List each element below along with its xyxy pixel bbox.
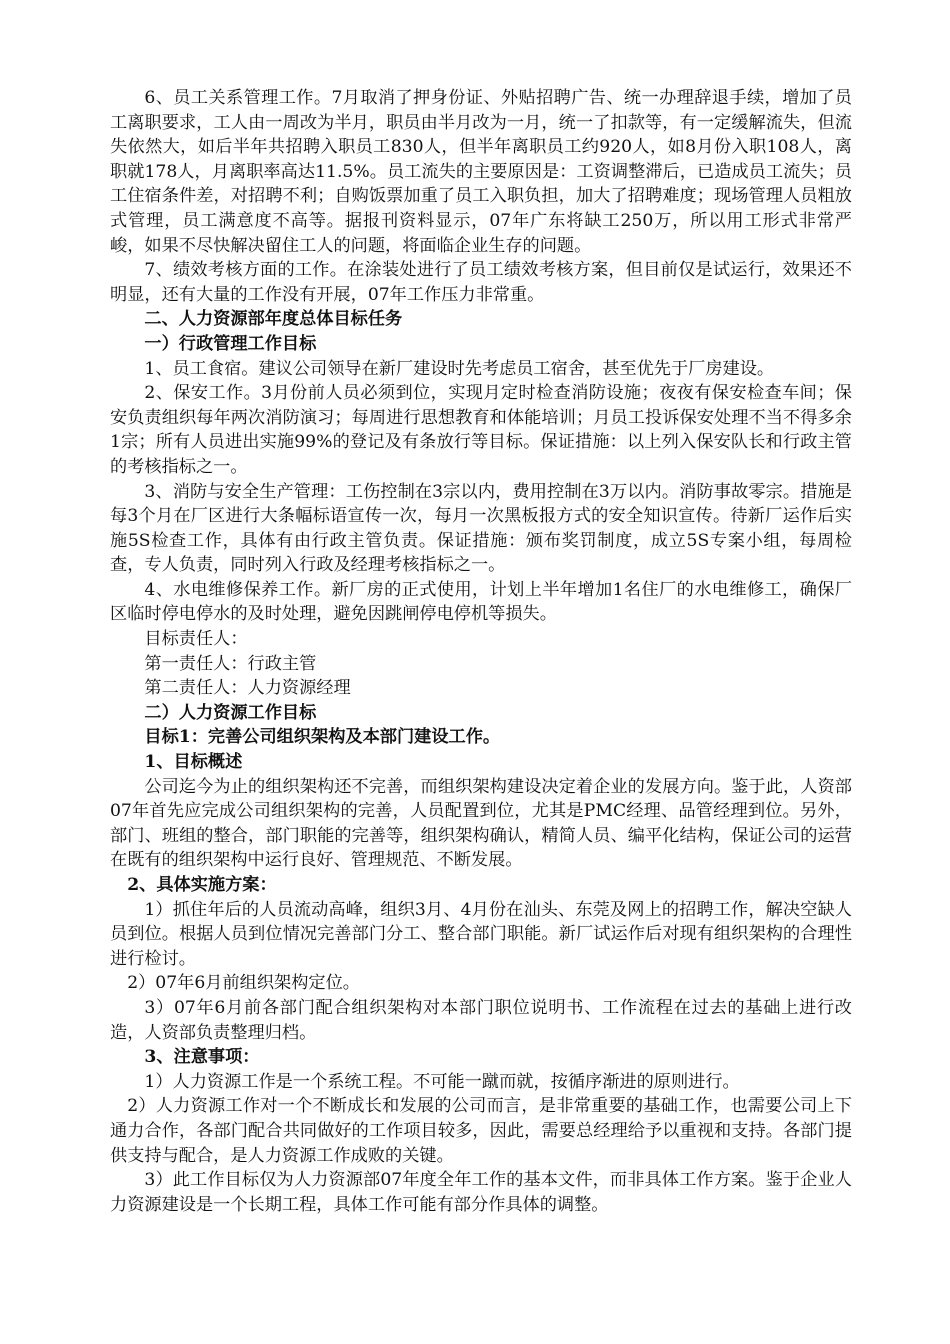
paragraph-staff-accommodation: 1、员工食宿。建议公司领导在新厂建设时先考虑员工宿舍，甚至优先于厂房建设。 xyxy=(144,358,775,379)
paragraph-security-work: 2、保安工作。3月份前人员必须到位，实现月定时检查消防设施；夜夜有保安检查车间；保安负责组织每年两次消防演习；每周进行思想教育和体能培训；月员工投诉保安处理不当不得多余1宗；所有人员进出实施99%的登记及有条放行等目标。保证措施：以上列入保安队长和行政主管的考核指标之一。 xyxy=(110,383,852,477)
second-responsible-person: 第二责任人：人力资源经理 xyxy=(144,678,351,699)
paragraph-plan-item-1: 1）抓住年后的人员流动高峰，组织3月、4月份在汕头、东莞及网上的招聘工作，解决空缺人员到位。根据人员到位情况完善部门分工、整合部门职能。新厂试运作后对现有组织架构的合理性进行检讨。 xyxy=(110,899,852,969)
paragraph-goal-overview: 公司迄今为止的组织架构还不完善，而组织架构建设决定着企业的发展方向。鉴于此，人资部07年首先应完成公司组织架构的完善，人员配置到位，尤其是PMC经理、品管经理到位。另外，部门、班组的整合，部门职能的完善等，组织架构确认，精简人员、编平化结构，保证公司的运营在既有的组织架构中运行良好、管理规范、不断发展。 xyxy=(110,776,852,871)
implementation-plan-heading: 2、具体实施方案： xyxy=(127,875,277,895)
paragraph-plan-item-3: 3）07年6月前各部门配合组织架构对本部门职位说明书、工作流程在过去的基础上进行改造，人资部负责整理归档。 xyxy=(110,997,852,1043)
paragraph-maintenance: 4、水电维修保养工作。新厂房的正式使用，计划上半年增加1名住厂的水电维修工，确保厂区临时停电停水的及时处理，避免因跳闸停电停机等损失。 xyxy=(110,579,852,625)
section-heading-annual-goals: 二、人力资源部年度总体目标任务 xyxy=(144,309,403,330)
first-responsible-person: 第一责任人：行政主管 xyxy=(144,653,317,674)
paragraph-note-2: 2）人力资源工作对一个不断成长和发展的公司而言，是非常重要的基础工作，也需要公司上下通力合作，各部门配合共同做好的工作项目较多，因此，需要总经理给予以重视和支持。各部门提供支持与配合，是人力资源工作成败的关键。 xyxy=(110,1096,852,1166)
responsible-persons-label: 目标责任人： xyxy=(144,629,248,650)
subsection-heading-admin-goals: 一）行政管理工作目标 xyxy=(144,333,317,354)
subsection-heading-hr-goals: 二）人力资源工作目标 xyxy=(144,702,317,723)
paragraph-plan-item-2: 2）07年6月前组织架构定位。 xyxy=(127,973,360,994)
document-page xyxy=(110,86,852,1217)
paragraph-fire-safety: 3、消防与安全生产管理：工伤控制在3宗以内，费用控制在3万以内。消防事故零宗。措施是每3个月在厂区进行大条幅标语宣传一次，每月一次黑板报方式的安全知识宣传。待新厂运作后实施5S检查工作，具体有由行政主管负责。保证措施：颁布奖罚制度，成立5S专案小组，每周检查，专人负责，同时列入行政及经理考核指标之一。 xyxy=(110,481,852,576)
paragraph-employee-relations: 6、员工关系管理工作。7月取消了押身份证、外贴招聘广告、统一办理辞退手续，增加了员工离职要求，工人由一周改为半月，职员由半月改为一月，统一了扣款等，有一定缓解流失，但流失依然大，如后半年共招聘入职员工830人，但半年离职员工约920人，如8月份入职108人，离职就178人，月离职率高达11.5%。员工流失的主要原因是：工资调整滞后，已造成员工流失；员工住宿条件差，对招聘不利；自购饭票加重了员工入职负担，加大了招聘难度；现场管理人员粗放式管理，员工满意度不高等。据报刊资料显示，07年广东将缺工250万，所以用工形式非常严峻，如果不尽快解决留住工人的问题，将面临企业生存的问题。 xyxy=(110,88,852,256)
notes-heading: 3、注意事项： xyxy=(144,1047,260,1068)
goal-1-heading: 目标1：完善公司组织架构及本部门建设工作。 xyxy=(144,727,501,748)
paragraph-note-3: 3）此工作目标仅为人力资源部07年度全年工作的基本文件，而非具体工作方案。鉴于企业人力资源建设是一个长期工程，具体工作可能有部分作具体的调整。 xyxy=(110,1170,852,1215)
paragraph-note-1: 1）人力资源工作是一个系统工程。不可能一蹴而就，按循序渐进的原则进行。 xyxy=(144,1071,740,1092)
goal-overview-heading: 1、目标概述 xyxy=(144,752,243,773)
paragraph-performance-review: 7、绩效考核方面的工作。在涂装处进行了员工绩效考核方案，但目前仅是试运行，效果还不明显，还有大量的工作没有开展，07年工作压力非常重。 xyxy=(110,260,852,305)
